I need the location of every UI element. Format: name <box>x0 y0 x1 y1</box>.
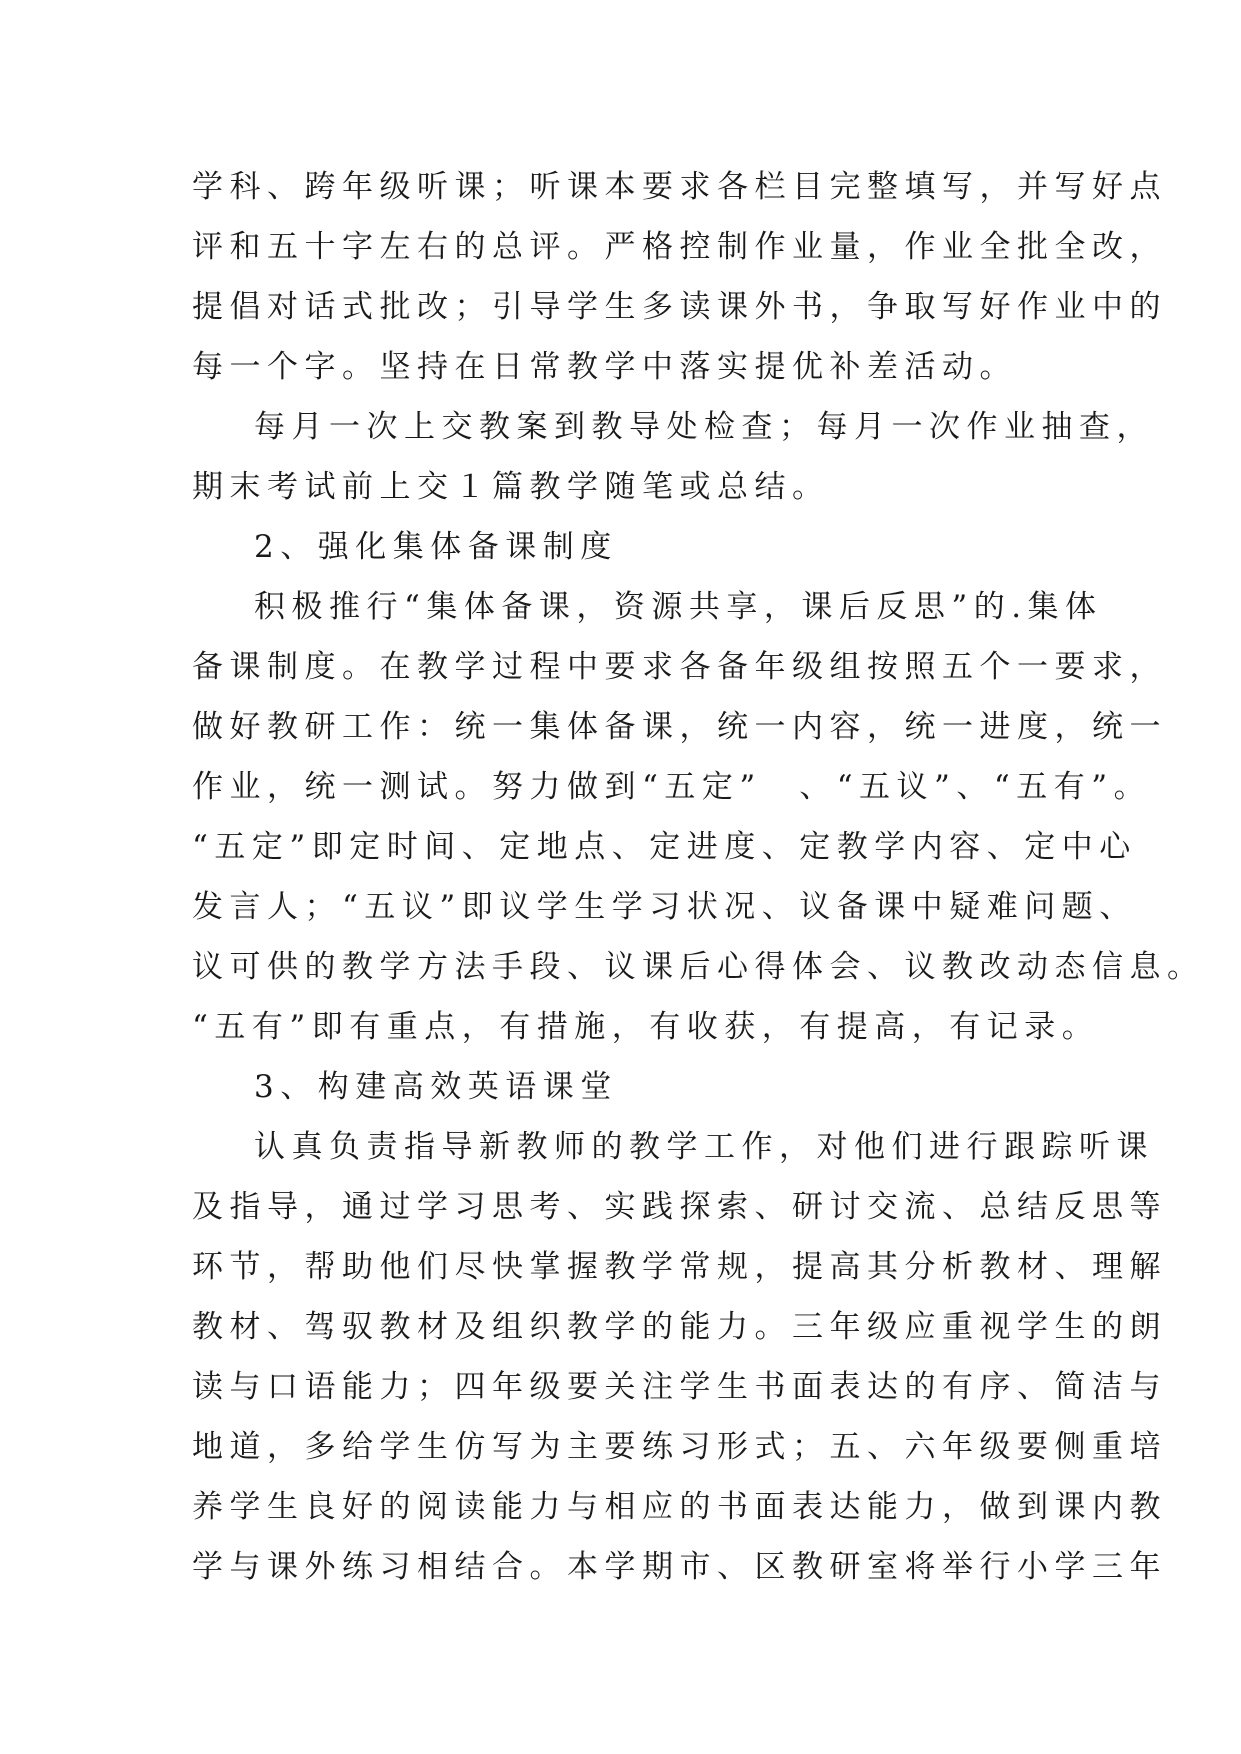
text-line: 发言人；“五议”即议学生学习状况、议备课中疑难问题、 <box>192 889 1137 925</box>
text-line: 议可供的教学方法手段、议课后心得体会、议教改动态信息。 <box>192 949 1205 985</box>
text-line: 备课制度。在教学过程中要求各备年级组按照五个一要求， <box>192 649 1167 685</box>
text-line: 期末考试前上交１篇教学随笔或总结。 <box>192 469 830 505</box>
text-line: 作业，统一测试。努力做到“五定” 、“五议”、“五有”。 <box>192 769 1152 805</box>
text-line: 提倡对话式批改；引导学生多读课外书，争取写好作业中的 <box>192 289 1167 325</box>
text-line: 环节，帮助他们尽快掌握教学常规，提高其分析教材、理解 <box>192 1249 1167 1285</box>
text-line: 养学生良好的阅读能力与相应的书面表达能力，做到课内教 <box>192 1489 1167 1525</box>
text-line: 学科、跨年级听课；听课本要求各栏目完整填写，并写好点 <box>192 169 1167 205</box>
text-line: “五定”即定时间、定地点、定进度、定教学内容、定中心 <box>192 829 1137 865</box>
text-line: 积极推行“集体备课，资源共享，课后反思”的.集体 <box>254 589 1103 625</box>
text-line: 教材、驾驭教材及组织教学的能力。三年级应重视学生的朗 <box>192 1309 1167 1345</box>
document-body <box>192 157 1205 1597</box>
text-line: 每一个字。坚持在日常教学中落实提优补差活动。 <box>192 349 1017 385</box>
text-line: 每月一次上交教案到教导处检查；每月一次作业抽查， <box>254 409 1154 445</box>
text-line: 学与课外练习相结合。本学期市、区教研室将举行小学三年 <box>192 1549 1167 1585</box>
text-line: 评和五十字左右的总评。严格控制作业量，作业全批全改， <box>192 229 1167 265</box>
text-line: 2、强化集体备课制度 <box>254 529 618 565</box>
text-line: 做好教研工作：统一集体备课，统一内容，统一进度，统一 <box>192 709 1167 745</box>
text-line: 读与口语能力；四年级要关注学生书面表达的有序、简洁与 <box>192 1369 1167 1405</box>
text-line: 认真负责指导新教师的教学工作，对他们进行跟踪听课 <box>254 1129 1154 1165</box>
text-line: 地道，多给学生仿写为主要练习形式；五、六年级要侧重培 <box>192 1429 1167 1465</box>
text-line: 3、构建高效英语课堂 <box>254 1069 618 1105</box>
text-line: 及指导，通过学习思考、实践探索、研讨交流、总结反思等 <box>192 1189 1167 1225</box>
text-line: “五有”即有重点，有措施，有收获，有提高，有记录。 <box>192 1009 1100 1045</box>
